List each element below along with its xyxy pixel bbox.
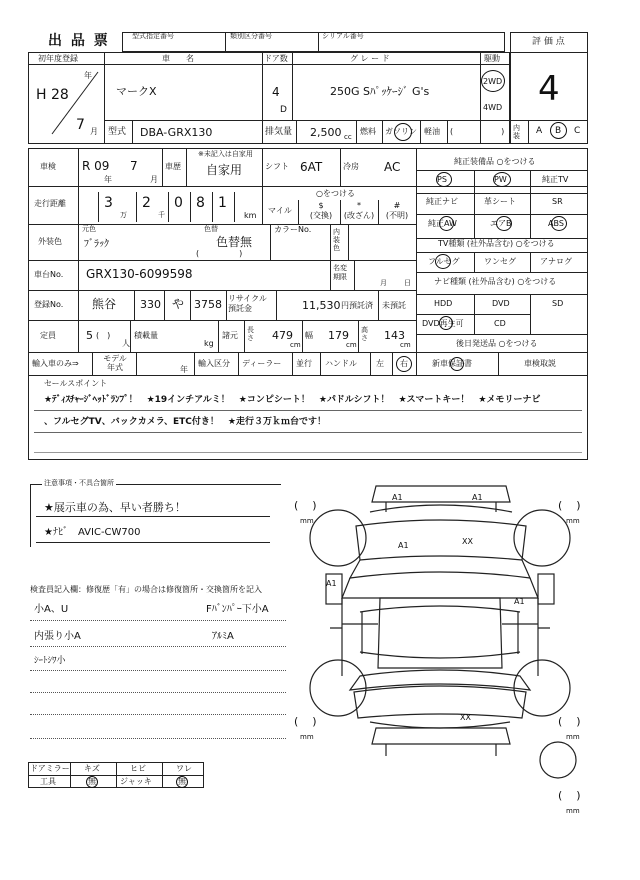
mileage-digit-3: 0 — [174, 195, 183, 211]
ac-label: 冷房 — [343, 162, 359, 171]
capacity-label: 定員 — [40, 331, 56, 340]
orig-color-value: ﾌﾞﾗｯｸ — [84, 239, 109, 250]
mileage-opt-exchange: $ (交換) — [309, 201, 333, 220]
equip-leather: 革シート — [484, 197, 516, 206]
length-value: 479 — [272, 329, 293, 342]
tire-rl-mm: mm — [300, 733, 314, 741]
tv-analog: アナログ — [540, 257, 572, 266]
equip-tv: 純正TV — [542, 175, 569, 184]
legend-jack-none: 無 — [178, 777, 186, 786]
fuel-paren: ( ) — [450, 127, 505, 136]
equipment-title: 純正装備品 ○をつける — [454, 157, 536, 166]
damage-front-bumper-left: A1 — [392, 493, 403, 502]
legend-scratch: キズ — [84, 764, 100, 773]
height-label: 高さ — [361, 326, 368, 342]
registration-class: 330 — [140, 298, 161, 311]
doors-label: ドア数 — [264, 54, 288, 63]
ac-value: AC — [384, 160, 401, 174]
car-name-label: 車 名 — [162, 54, 194, 63]
drive-4wd: 4WD — [483, 103, 503, 112]
width-label: 幅 — [305, 331, 313, 340]
import-class-label: 輸入区分 — [198, 359, 230, 368]
damage-left-side: A1 — [326, 579, 337, 588]
legend-tools-circle — [86, 776, 98, 788]
mileage-digit-4: 8 — [196, 195, 205, 211]
orig-color-label: 元色 — [82, 225, 96, 233]
legend-break: ワレ — [176, 764, 192, 773]
legend-tools: 工具 — [40, 777, 56, 786]
shaken-month: 7 — [130, 159, 138, 173]
shift-label: シフト — [265, 162, 289, 171]
interior-b: B — [555, 126, 562, 136]
width-value: 179 — [328, 329, 349, 342]
color-change-value: 色替無 — [216, 235, 253, 249]
fuel-gasoline-circle — [394, 123, 412, 141]
height-cm: cm — [400, 341, 411, 349]
length-cm: cm — [290, 341, 301, 349]
navi-dvd-play-circle — [439, 316, 453, 330]
interior-color-label: 内装色 — [333, 228, 340, 252]
registration-number: 3758 — [194, 298, 222, 311]
tire-spare-mm: mm — [566, 807, 580, 815]
form-title: 出 品 票 — [48, 33, 110, 49]
drive-2wd-circle — [481, 70, 505, 92]
first-reg-era: H 28 — [36, 87, 69, 103]
handle-left: 左 — [376, 359, 384, 368]
legend-door-mirror: ドアミラー — [30, 764, 70, 773]
shaken-value: R 09 — [82, 159, 110, 173]
model-label: 型式 — [108, 127, 127, 137]
equip-abs-circle — [551, 216, 567, 231]
damage-right-side: A1 — [514, 597, 525, 606]
chassis-label: 車台No. — [34, 270, 64, 279]
tire-rr-bracket: ( ) — [558, 715, 581, 728]
tv-fullseg-circle — [435, 254, 451, 269]
displacement-label: 排気量 — [265, 127, 293, 137]
inspector-label: 検査員記入欄：修復歴「有」の場合は修復箇所・交換箇所を記入 — [30, 585, 262, 594]
equip-pw-circle — [493, 172, 511, 187]
handle-right-circle — [396, 356, 412, 372]
import-only-label: 輸入車のみ⇒ — [32, 359, 79, 368]
mileage-label: 走行距離 — [34, 199, 66, 208]
grade-value: 250G Sﾊﾟｯｹｰｼﾞ G's — [330, 85, 430, 98]
inspector-line-1-left: 小A、U — [34, 604, 69, 615]
sales-line-2: 、フルセグTV、バックカメラ、ETC付き！ ★走行３万ｋｍ台です！ — [44, 417, 326, 427]
interior-c: C — [574, 126, 581, 136]
import-dealer: ディーラー — [242, 359, 282, 368]
equip-airbag: エアB — [490, 219, 512, 228]
recycle-unit: 円預託済 — [341, 301, 373, 310]
model-value: DBA-GRX130 — [140, 126, 213, 139]
history-value: 自家用 — [206, 163, 243, 177]
import-parallel: 並行 — [296, 359, 312, 368]
equip-abs: ABS — [548, 219, 564, 228]
width-cm: cm — [346, 341, 357, 349]
equip-sr: SR — [552, 197, 563, 206]
mileage-opt-tampered: * (改ざん) — [343, 201, 375, 220]
tv-fullseg: フルセグ — [428, 257, 460, 266]
equip-airbag-circle — [496, 216, 512, 231]
title-month: 月 — [380, 279, 387, 287]
damage-hood-left: A1 — [398, 541, 409, 550]
model-year-unit: 年 — [180, 365, 188, 374]
later-items-title: 後日発送品 ○をつける — [456, 339, 538, 348]
shaken-label: 車検 — [40, 162, 56, 171]
navi-sd: SD — [552, 299, 564, 308]
damage-rear: XX — [460, 713, 471, 722]
legend-tools-none: 無 — [88, 777, 96, 786]
tire-rr-mm: mm — [566, 733, 580, 741]
mileage-opt-unknown: # (不明) — [385, 201, 409, 220]
mileage-km: km — [244, 211, 257, 220]
displacement-value: 2,500 — [310, 126, 342, 139]
chassis-value: GRX130-6099598 — [86, 267, 193, 281]
mileage-circle-note: ○をつける — [316, 189, 355, 198]
equip-aw: 純正AW — [428, 219, 457, 228]
equip-ps-circle — [436, 172, 452, 187]
equip-navi: 純正ナビ — [426, 197, 458, 206]
registration-place: 熊谷 — [92, 297, 117, 311]
handle-right: 右 — [400, 359, 408, 368]
capacity-paren: ( ) — [96, 331, 111, 340]
tv-type-title: TV種類 (社外品含む) ○をつける — [438, 239, 555, 248]
equip-pw: PW — [494, 175, 507, 184]
inspector-line-2-right: ｱﾙﾐA — [212, 631, 234, 642]
tire-spare-bracket: ( ) — [558, 789, 581, 802]
navi-cd: CD — [494, 319, 506, 328]
later-manual: 車検取説 — [524, 359, 556, 368]
navi-dvd: DVD — [492, 299, 510, 308]
legend-jack: ジャッキ — [120, 777, 152, 786]
later-warranty-circle — [450, 357, 464, 371]
navi-type-title: ナビ種類 (社外品含む) ○をつける — [434, 277, 557, 286]
sales-point-label: セールスポイント — [44, 379, 108, 388]
fuel-diesel: 軽油 — [424, 127, 440, 136]
displacement-cc: cc — [344, 133, 352, 141]
equip-ps: PS — [437, 175, 447, 184]
first-reg-month-unit: 月 — [90, 127, 98, 136]
mileage-digit-1: 3 — [104, 195, 113, 211]
registration-kana: や — [172, 297, 185, 311]
shift-value: 6AT — [300, 160, 323, 174]
load-label: 積載量 — [134, 331, 158, 340]
color-no-label: カラーNo. — [274, 225, 312, 234]
score-label: 評 価 点 — [532, 37, 565, 47]
tire-fr-bracket: ( ) — [558, 499, 581, 512]
mileage-sen: 千 — [158, 211, 165, 219]
interior-b-circle — [550, 122, 567, 139]
height-value: 143 — [384, 329, 405, 342]
shaken-year-unit: 年 — [104, 175, 112, 184]
registration-label: 登録No. — [34, 300, 64, 309]
handle-label: ハンドル — [325, 359, 357, 368]
recycle-unpaid: 未預託 — [382, 301, 406, 310]
notes-line-1: ★展示車の為、早い者勝ち！ — [44, 501, 186, 514]
color-change-paren: ( ) — [196, 249, 243, 258]
inspector-line-3-left: ｼｰﾄｼﾜ小 — [34, 656, 66, 666]
legend-crack: ヒビ — [130, 764, 146, 773]
length-label: 長さ — [247, 326, 254, 342]
recycle-label: リサイクル預託金 — [228, 294, 267, 313]
damage-front-bumper-right: A1 — [472, 493, 483, 502]
first-reg-month: 7 — [76, 117, 85, 133]
fuel-gasoline: ガソリン — [385, 127, 417, 136]
interior-a: A — [536, 126, 543, 136]
fuel-label: 燃料 — [360, 127, 376, 136]
mileage-digit-5: 1 — [218, 195, 227, 211]
navi-dvd-play: DVD再生可 — [422, 319, 464, 328]
mileage-man: 万 — [120, 211, 127, 219]
color-change-label: 色替 — [204, 225, 218, 233]
doors-value: 4 — [272, 85, 280, 99]
tire-fl-bracket: ( ) — [294, 499, 317, 512]
navi-hdd: HDD — [434, 299, 453, 308]
title-deadline-label: 名変期限 — [333, 264, 347, 281]
damage-hood-right: XX — [462, 537, 473, 546]
inspector-line-1-right: Fﾊﾞﾝﾊﾟｰ下小A — [206, 604, 269, 615]
mileage-opt-mile: マイル — [268, 206, 292, 215]
mileage-digit-2: 2 — [142, 195, 151, 211]
later-warranty: 新車保証書 — [432, 359, 472, 368]
notes-line-2: ★ﾅﾋﾞ AVIC-CW700 — [44, 527, 141, 538]
capacity-unit: 人 — [122, 339, 130, 348]
history-note: ※未記入は自家用 — [198, 150, 253, 158]
category-label: 類別区分番号 — [230, 32, 272, 40]
load-unit: kg — [204, 339, 214, 348]
drive-label: 駆動 — [484, 54, 500, 63]
notes-label: 注意事項・不具合箇所 — [44, 479, 114, 487]
grade-label: グ レ ー ド — [350, 54, 390, 63]
type-designation-label: 型式指定番号 — [132, 32, 174, 40]
car-name-value: マークX — [116, 85, 157, 98]
model-year-label: モデル年式 — [103, 354, 127, 372]
score-value: 4 — [538, 69, 560, 109]
color-label: 外装色 — [38, 237, 62, 246]
first-reg-year-unit: 年 — [84, 71, 92, 80]
serial-label: シリアル番号 — [322, 32, 364, 40]
doors-d: D — [280, 105, 287, 115]
title-day: 日 — [404, 279, 411, 287]
tire-rl-bracket: ( ) — [294, 715, 317, 728]
legend-jack-circle — [176, 776, 188, 788]
tv-oneseg: ワンセグ — [484, 257, 516, 266]
first-reg-label: 初年度登録 — [38, 54, 78, 63]
dims-label: 諸元 — [222, 331, 238, 340]
equip-aw-circle — [439, 216, 454, 231]
car-diagram — [290, 478, 590, 808]
sales-line-1: ★ﾃﾞｨｽﾁｬｰｼﾞﾍｯﾄﾞﾗﾝﾌﾟ！ ★19インチアルミ！ ★コンピシート！ ★パドルシフト！ ★スマートキー！ ★メモリーナビ — [44, 395, 541, 405]
header-small-cols — [122, 32, 505, 52]
recycle-value: 11,530 — [302, 299, 341, 312]
interior-label: 内装 — [513, 124, 520, 140]
tire-fr-mm: mm — [566, 517, 580, 525]
drive-2wd: 2WD — [483, 77, 503, 86]
history-label: 車歴 — [165, 162, 181, 171]
shaken-month-unit: 月 — [150, 175, 158, 184]
inspector-line-2-left: 内張り小A — [34, 631, 81, 642]
tire-fl-mm: mm — [300, 517, 314, 525]
capacity-value: 5 — [86, 329, 93, 342]
